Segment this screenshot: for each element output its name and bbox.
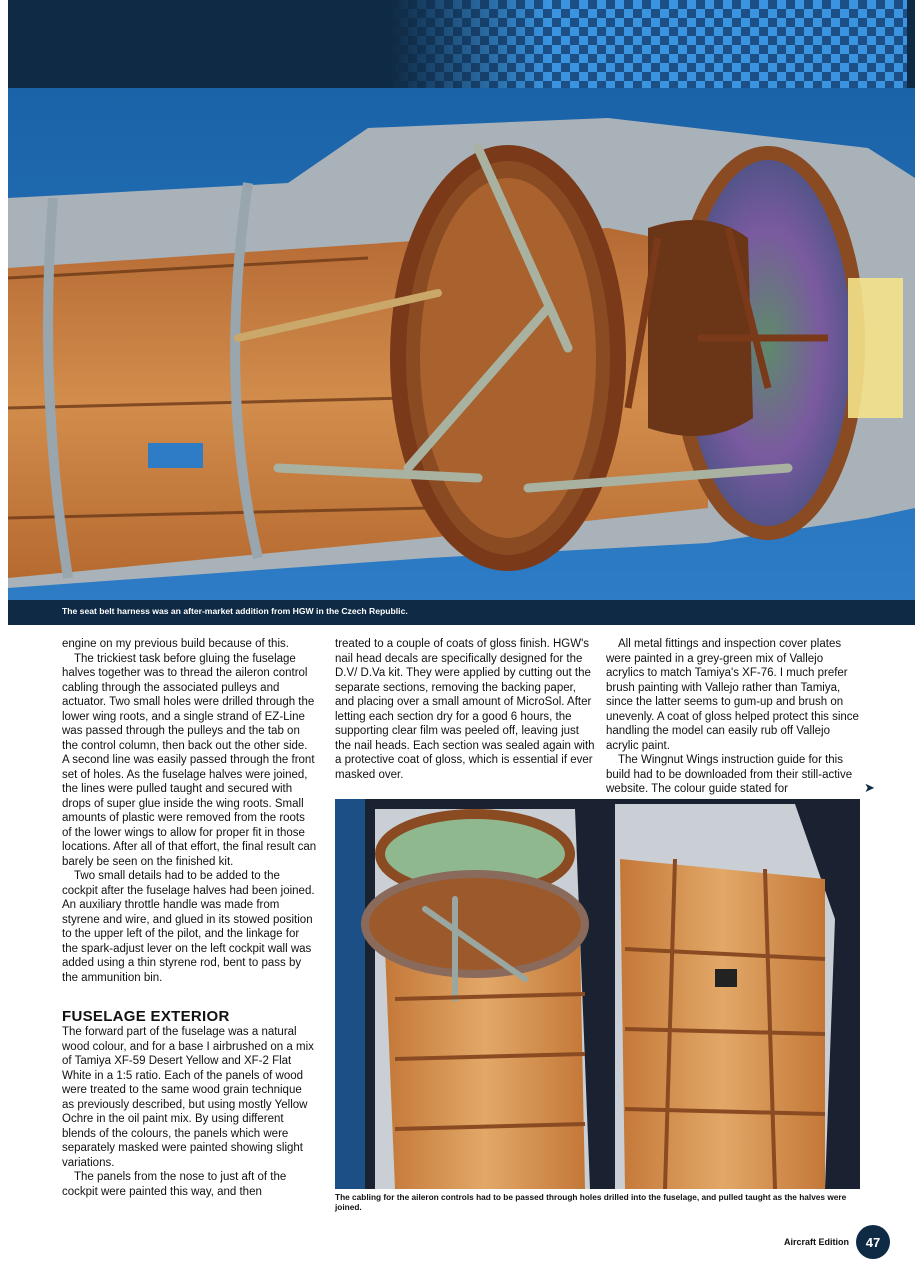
text-column-1-continued — [62, 1025, 317, 1199]
text-column-1 — [62, 637, 317, 985]
photo-caption-top: The seat belt harness was an after-market addition from HGW in the Czech Republic. — [62, 606, 408, 616]
page-number: 47 — [856, 1225, 890, 1259]
paragraph: The panels from the nose to just aft of the cockpit were painted this way, and then — [62, 1171, 287, 1198]
photo-caption-bottom: The cabling for the aileron controls had to be passed through holes drilled into the fuselage, and pulled taught as the halves were joined. — [335, 1192, 847, 1212]
cockpit-photo — [8, 88, 915, 600]
text-column-2 — [335, 637, 595, 782]
paragraph: Two small details had to be added to the cockpit after the fuselage halves had been joined. An auxiliary throttle handle was made from styrene and wire, and glued in its stowed position to the upper left of the pilot, and the linkage for the spark-adjust lever on the left cockpit wall was added using a thin styrene rod, bent to pass by the ammunition bin. — [62, 870, 315, 984]
paragraph: engine on my previous build because of this. — [62, 638, 289, 650]
paragraph: The trickiest task before gluing the fuselage halves together was to thread the aileron control cabling through the associated pulleys and actuator. Two small holes were drilled through the lower wing roots, and a single strand of EZ-Line was passed through the pulleys and the tab on the control column, then back out the other side. A second line was easily passed through the front set of holes. As the fuselage halves were joined, the lines were pulled taught and secured with drops of super glue inside the wing roots. Small amounts of plastic were removed from the roots of the lower wings to allow for proper fit in those locations. After all of that effort, the final result can barely be seen on the finished kit. — [62, 652, 317, 868]
text-column-3 — [606, 637, 861, 797]
paragraph: The forward part of the fuselage was a natural wood colour, and for a base I airbrushed on a mix of Tamiya XF-59 Desert Yellow and XF-2 Flat White in a 1:5 ratio. Each of the panels of wood were treated to the same wood grain technique as previously described, but using mostly Yellow Ochre in the oil paint mix. By using different blends of the colours, the panels which were separately masked were painted showing slight variations. — [62, 1026, 314, 1169]
arrow-right-icon: ➤ — [864, 780, 875, 795]
fuselage-halves-photo — [335, 799, 860, 1189]
banner-fade — [390, 0, 550, 88]
section-heading: FUSELAGE EXTERIOR — [62, 1008, 230, 1025]
publication-name: Aircraft Edition — [784, 1237, 850, 1247]
paragraph: All metal fittings and inspection cover plates were painted in a grey-green mix of Vallejo acrylics to match Tamiya's XF-76. I much prefer brush painting with Vallejo rather than Tamiya, since the latter seems to gum-up and brush on unevenly. A coat of gloss helped protect this since handling the model can easily rub off Vallejo acrylic paint. — [606, 638, 859, 752]
paragraph: The Wingnut Wings instruction guide for this build had to be downloaded from their still-active website. The colour guide stated for — [606, 754, 853, 795]
paragraph: treated to a couple of coats of gloss finish. HGW's nail head decals are specifically designed for the D.V/ D.Va kit. They were applied by cutting out the separate sections, removing the backing paper, and placing over a small amount of MicroSol. After letting each section dry for a good 6 hours, the supporting clear film was peeled off, leaving just the nail heads. Each section was sealed again with a protective coat of gloss, which is essential if ever masked over. — [335, 638, 595, 781]
